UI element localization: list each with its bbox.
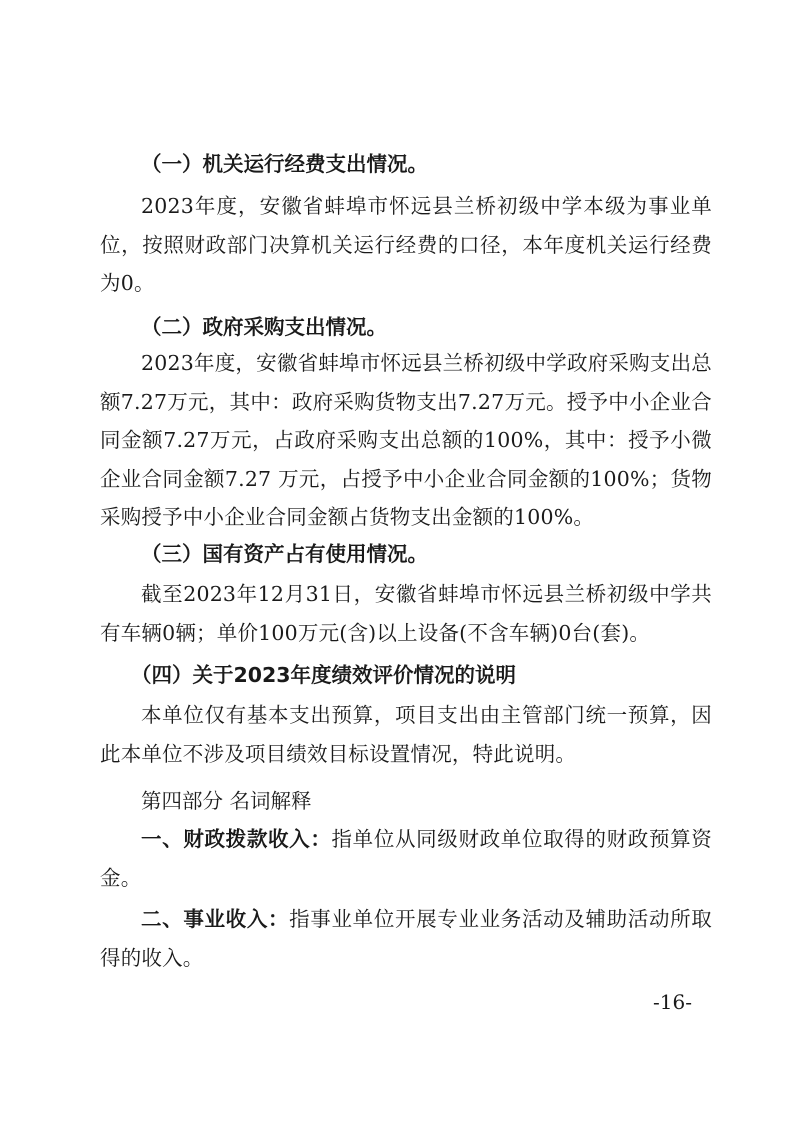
glossary-term-label: 一、财政拨款收入： (141, 827, 332, 851)
glossary-term-label: 二、事业收入： (141, 907, 290, 931)
section-heading-performance-evaluation: （四）关于2023年度绩效评价情况的说明 (131, 663, 517, 687)
section-body-state-assets: 截至2023年12月31日，安徽省蚌埠市怀远县兰桥初级中学共有车辆0辆；单价100万元(含)以上设备(不含车辆)0台(套)。 (100, 582, 712, 645)
section-heading-operating-expenses: （一）机关运行经费支出情况。 (141, 152, 428, 176)
section-body-performance-evaluation: 本单位仅有基本支出预算，项目支出由主管部门统一预算，因此本单位不涉及项目绩效目标设置情况，特此说明。 (100, 703, 712, 766)
section-body-government-procurement: 2023年度，安徽省蚌埠市怀远县兰桥初级中学政府采购支出总额7.27万元，其中：政府采购货物支出7.27万元。授予中小企业合同金额7.27万元，占政府采购支出总额的100%，其中：授予小微企业合同金额7.27 万元，占授予中小企业合同金额的100%；货物采购授予中小企业合同金额占货物支出金额的100%。 (100, 351, 712, 529)
part-title-glossary: 第四部分 名词解释 (141, 789, 312, 813)
section-heading-government-procurement: （二）政府采购支出情况。 (141, 315, 387, 339)
section-heading-state-assets: （三）国有资产占有使用情况。 (141, 542, 428, 566)
glossary-term-definition: 指事业单位开展专业业务活动及辅助活动所取得的收入。 (100, 907, 712, 970)
glossary-item-fiscal-appropriation (100, 820, 712, 897)
section-body-operating-expenses: 2023年度，安徽省蚌埠市怀远县兰桥初级中学本级为事业单位，按照财政部门决算机关运行经费的口径，本年度机关运行经费为0。 (100, 194, 712, 295)
glossary-term-definition: 指单位从同级财政单位取得的财政预算资金。 (100, 827, 712, 890)
glossary-item-business-income (100, 900, 712, 977)
page-number: -16- (653, 990, 692, 1014)
